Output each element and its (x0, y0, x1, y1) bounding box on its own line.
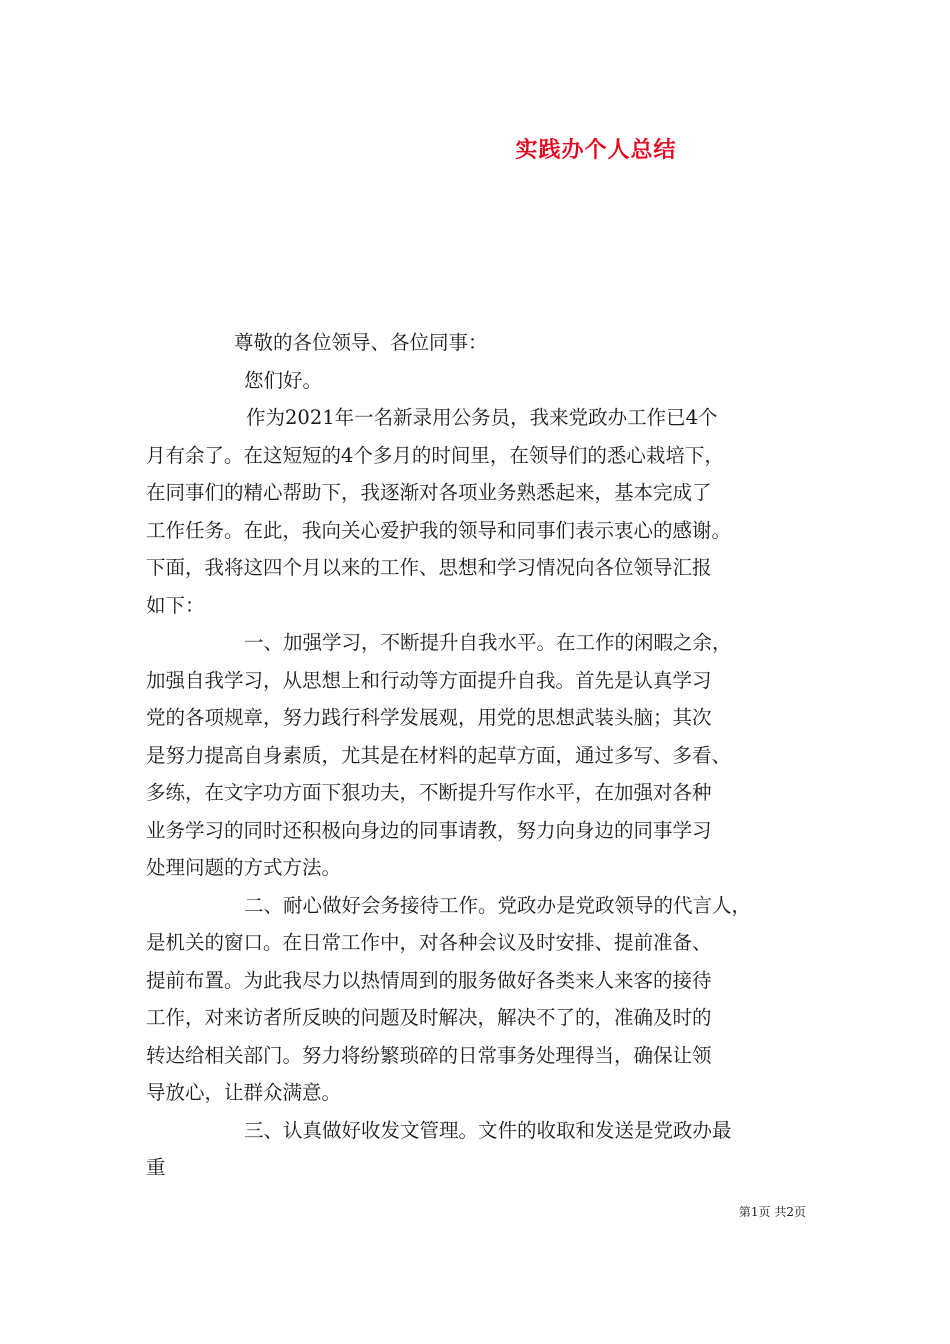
body-line: 作为2021年一名新录用公务员，我来党政办工作已4个 (246, 406, 718, 429)
page-footer: 第1页 共2页 (738, 1205, 806, 1219)
body-line: 尊敬的各位领导、各位同事： (234, 331, 488, 354)
body-line: 业务学习的同时还积极向身边的同事请教，努力向身边的同事学习 (146, 818, 712, 842)
body-line: 是机关的窗口。在日常工作中，对各种会议及时安排、提前准备、 (146, 931, 712, 954)
body-line: 重 (146, 1156, 166, 1179)
body-line: 一、加强学习，不断提升自我水平。在工作的闲暇之余， (244, 631, 732, 654)
body-line: 是努力提高自身素质，尤其是在材料的起草方面，通过多写、多看、 (146, 743, 732, 767)
body-line: 三、认真做好收发文管理。文件的收取和发送是党政办最 (244, 1118, 732, 1142)
body-line: 导放心，让群众满意。 (146, 1081, 342, 1104)
body-line: 如下： (146, 593, 205, 617)
body-line: 提前布置。为此我尽力以热情周到的服务做好各类来人来客的接待 (146, 968, 712, 992)
body-line: 在同事们的精心帮助下，我逐渐对各项业务熟悉起来，基本完成了 (146, 481, 712, 504)
body-line: 二、耐心做好会务接待工作。党政办是党政领导的代言人， (244, 893, 752, 917)
body-line: 月有余了。在这短短的4个多月的时间里，在领导们的悉心栽培下， (146, 443, 724, 467)
body-line: 下面，我将这四个月以来的工作、思想和学习情况向各位领导汇报 (146, 556, 712, 579)
body-line: 您们好。 (244, 368, 323, 392)
body-line: 工作，对来访者所反映的问题及时解决，解决不了的，准确及时的 (146, 1006, 712, 1029)
body-line: 党的各项规章，努力践行科学发展观，用党的思想武装头脑；其次 (146, 706, 712, 729)
body-line: 加强自我学习，从思想上和行动等方面提升自我。首先是认真学习 (146, 668, 712, 692)
body-line: 转达给相关部门。努力将纷繁琐碎的日常事务处理得当，确保让领 (146, 1043, 712, 1067)
document-body (146, 324, 806, 1187)
body-line: 处理问题的方式方法。 (146, 856, 342, 879)
body-line: 多练，在文字功方面下狠功夫，不断提升写作水平，在加强对各种 (146, 781, 712, 804)
document-title: 实践办个人总结 (515, 138, 677, 163)
body-line: 工作任务。在此，我向关心爱护我的领导和同事们表示衷心的感谢。 (146, 518, 732, 542)
